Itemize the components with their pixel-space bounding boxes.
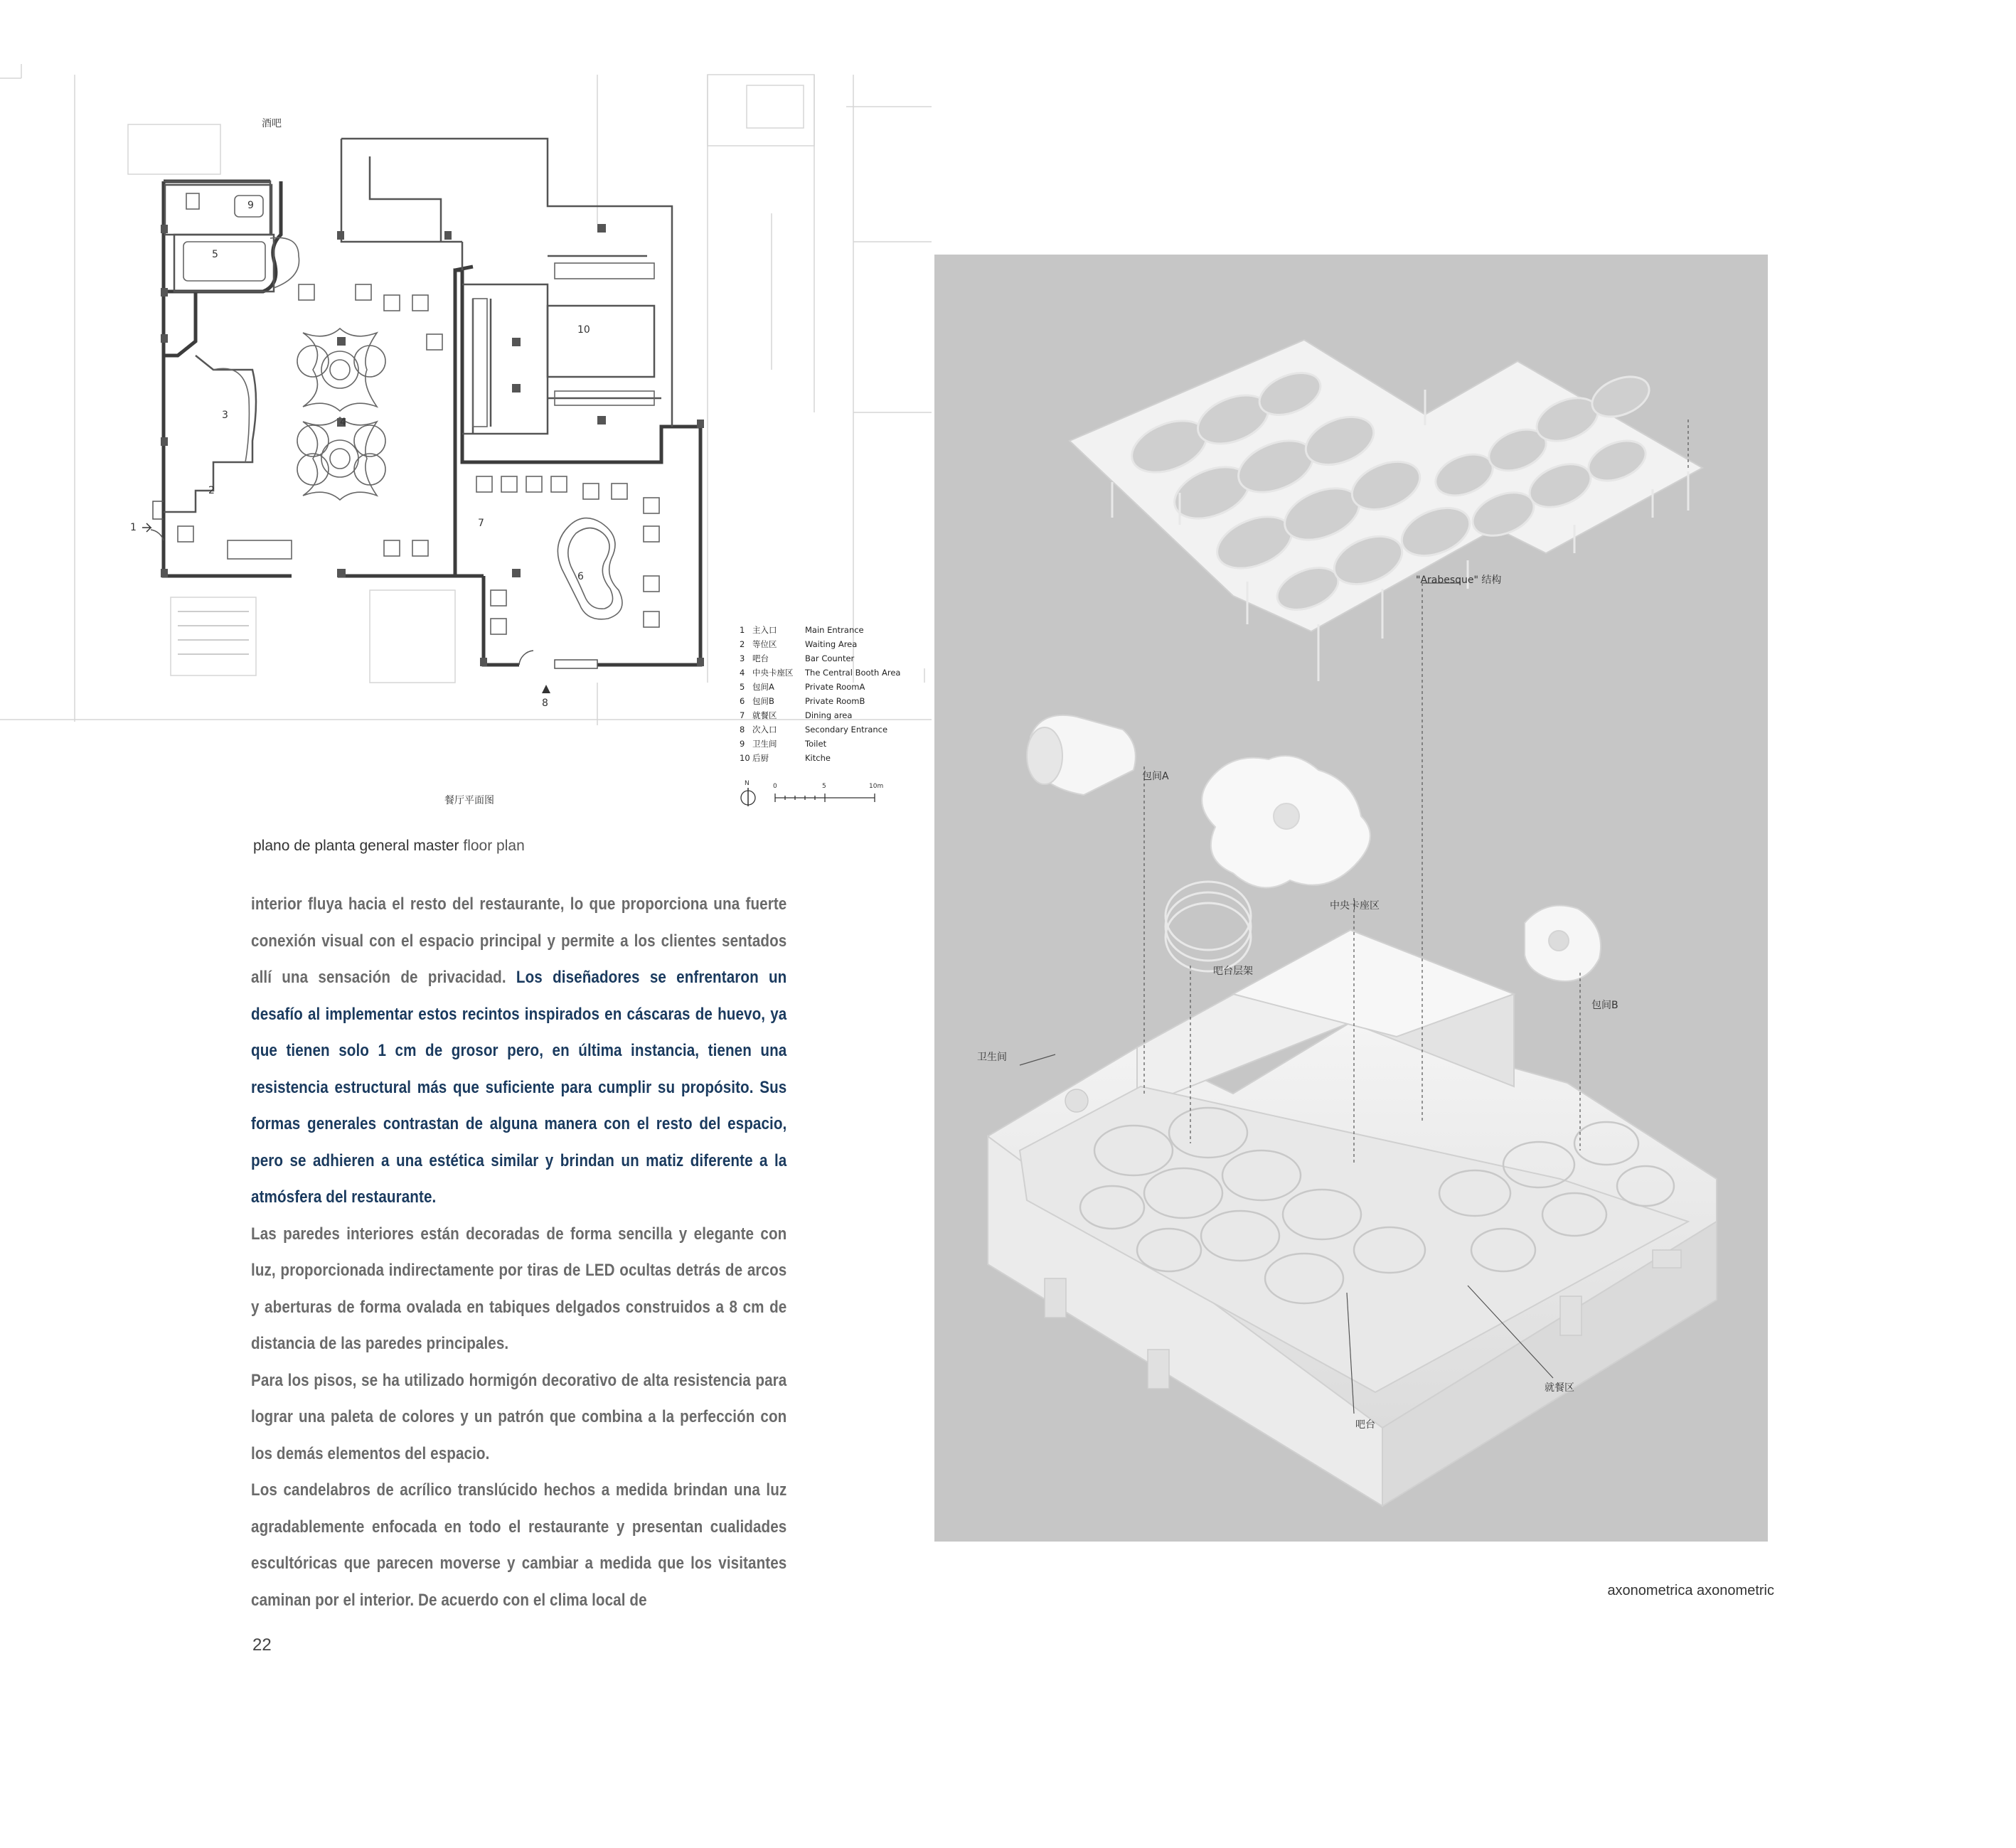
svg-text:5: 5 xyxy=(822,783,826,790)
paragraph-1-highlight: Los diseñadores se enfrentaron un desafío al implementar estos recintos inspirados en cáscaras de huevo, ya que tienen solo 1 cm de grosor pero, en última instancia, tienen una resistencia estructural más que suficiente para cumplir su propósito. Sus formas generales contrastan de alguna manera con el resto del espacio, pero se adhieren a una estética similar y brindan un matiz diferente a la atmósfera del restaurante. xyxy=(251,968,787,1207)
legend-row: 10 后厨 Kitche xyxy=(740,753,831,763)
north-arrow-icon xyxy=(741,780,755,806)
label-arabesque: "Arabesque" 结构 xyxy=(1416,575,1502,586)
central-booth-object xyxy=(1202,756,1370,887)
legend-row: 1 主入口 Main Entrance xyxy=(740,625,864,635)
bar-shelf-object xyxy=(1166,882,1251,971)
svg-text:7: 7 xyxy=(478,518,484,529)
private-room-b-object xyxy=(1525,906,1601,982)
adjacent-label: 酒吧 xyxy=(262,118,282,129)
legend-row: 8 次入口 Secondary Entrance xyxy=(740,725,888,735)
building-axonometric xyxy=(988,930,1717,1506)
paragraph-2: Las paredes interiores están decoradas de forma sencilla y elegante con luz, proporcionada indirectamente por tiras de LED ocultas detrás de arcos y aberturas de forma ovalada en tabiques delgados construidos a 8 cm de distancia de las paredes principales. xyxy=(251,1224,787,1353)
legend-row: 7 就餐区 Dining area xyxy=(740,710,853,720)
legend-row: 4 中央卡座区 The Central Booth Area xyxy=(740,668,901,678)
legend-row: 5 包间A Private RoomA xyxy=(740,682,865,692)
label-bar-shelf: 吧台层架 xyxy=(1213,966,1253,977)
legend-row: 6 包间B Private RoomB xyxy=(740,696,865,706)
label-bar: 吧台 xyxy=(1355,1419,1375,1431)
svg-text:0: 0 xyxy=(773,783,777,790)
body-text xyxy=(251,886,786,1618)
page-number: 22 xyxy=(252,1635,272,1655)
axonometric-drawing xyxy=(934,255,1768,1542)
label-room-a: 包间A xyxy=(1142,771,1169,782)
caption-light: floor plan xyxy=(463,838,525,854)
svg-text:10: 10 xyxy=(577,324,590,336)
axonometric-panel xyxy=(934,255,1768,1542)
svg-text:10m: 10m xyxy=(869,783,884,790)
svg-text:9: 9 xyxy=(247,200,254,211)
svg-text:6: 6 xyxy=(577,571,584,582)
label-toilet: 卫生间 xyxy=(977,1052,1007,1063)
svg-text:2: 2 xyxy=(208,485,215,496)
paragraph-4: Los candelabros de acrílico translúcido hechos a medida brindan una luz agradablemente enfocada en todo el restaurante y presentan cualidades escultóricas que parecen moverse y cambiar a medida que los visitantes caminan por el interior. De acuerdo con el clima local de xyxy=(251,1480,787,1610)
floor-plan-title: 餐厅平面图 xyxy=(444,795,494,806)
private-room-a-shell xyxy=(1027,715,1136,795)
svg-text:1: 1 xyxy=(130,522,137,533)
svg-text:8: 8 xyxy=(542,698,548,709)
floor-plan-caption xyxy=(253,838,525,855)
svg-text:4: 4 xyxy=(340,417,346,428)
paragraph-3: Para los pisos, se ha utilizado hormigón decorativo de alta resistencia para lograr una paleta de colores y un patrón que combina a la perfección con los demás elementos del espacio. xyxy=(251,1370,787,1463)
paragraph-1-grey: interior fluya hacia el resto del restaurante, lo que proporciona una fuerte conexión visual con el espacio principal y permite a los clientes sentados allí una sensación de privacidad. xyxy=(251,894,787,987)
svg-text:N: N xyxy=(745,780,750,787)
legend-row: 3 吧台 Bar Counter xyxy=(740,653,855,663)
axonometric-caption: axonometrica axonometric xyxy=(1607,1583,1774,1598)
caption-main: plano de planta general master xyxy=(253,838,464,854)
scale-bar xyxy=(775,794,875,802)
svg-text:5: 5 xyxy=(212,249,218,260)
legend-row: 9 卫生间 Toilet xyxy=(740,739,827,749)
label-dining: 就餐区 xyxy=(1545,1382,1574,1394)
label-room-b: 包间B xyxy=(1591,1000,1618,1011)
legend-row: 2 等位区 Waiting Area xyxy=(740,639,858,649)
label-central-booth: 中央卡座区 xyxy=(1330,900,1380,912)
svg-text:3: 3 xyxy=(222,410,228,421)
floor-plan-legend xyxy=(740,623,919,765)
